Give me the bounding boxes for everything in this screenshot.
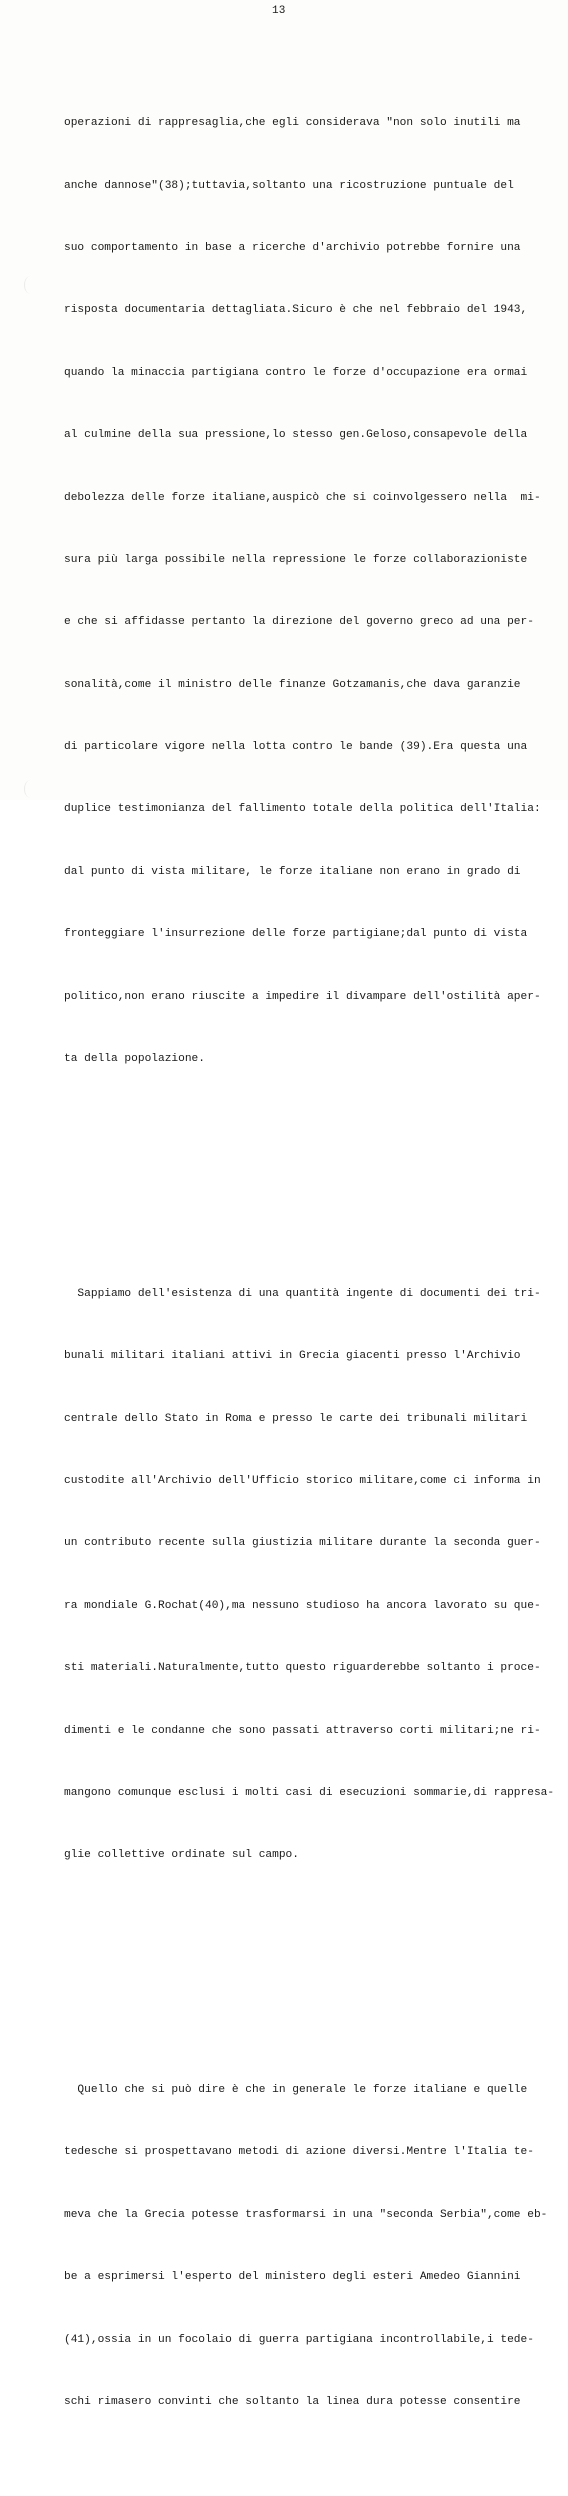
paragraph-gap — [64, 1174, 554, 1180]
text-line: glie collettive ordinate sul campo. — [64, 1849, 299, 1862]
paragraph-gap — [64, 1970, 554, 1976]
text-line: di particolare vigore nella lotta contro le bande (39).Era questa una — [64, 741, 528, 754]
text-line: Sappiamo dell'esistenza di una quantità ingente di documenti dei tri- — [64, 1287, 541, 1300]
body-text — [64, 30, 554, 2496]
text-line: duplice testimonianza del fallimento totale della politica dell'Italia: — [64, 803, 541, 816]
text-line: sura più larga possibile nella repressione le forze collaborazioniste — [64, 553, 528, 566]
paragraph — [64, 2039, 554, 2455]
text-line: risposta documentaria dettagliata.Sicuro è che nel febbraio del 1943, — [64, 304, 528, 317]
text-line: be a esprimersi l'esperto del ministero degli esteri Amedeo Giannini — [64, 2271, 521, 2284]
page-number: 13 — [272, 5, 286, 17]
text-line: operazioni di rappresaglia,che egli considerava "non solo inutili ma — [64, 117, 521, 130]
text-line: (41),ossia in un focolaio di guerra partigiana incontrollabile,i tede- — [64, 2333, 534, 2346]
text-line: meva che la Grecia potesse trasformarsi in una "seconda Serbia",come eb- — [64, 2208, 548, 2221]
text-line: schi rimasero convinti che soltanto la linea dura potesse consentire — [64, 2396, 521, 2409]
text-line: fronteggiare l'insurrezione delle forze partigiane;dal punto di vista — [64, 928, 528, 941]
text-line: ra mondiale G.Rochat(40),ma nessuno studioso ha ancora lavorato su que- — [64, 1599, 541, 1612]
margin-punch-mark — [24, 780, 37, 798]
text-line: sti materiali.Naturalmente,tutto questo riguarderebbe soltanto i proce- — [64, 1662, 541, 1675]
text-line: custodite all'Archivio dell'Ufficio storico militare,come ci informa in — [64, 1474, 541, 1487]
text-line: anche dannose"(38);tuttavia,soltanto una ricostruzione puntuale del — [64, 179, 514, 192]
text-line: dimenti e le condanne che sono passati attraverso corti militari;ne ri- — [64, 1724, 541, 1737]
text-line: Quello che si può dire è che in generale le forze italiane e quelle — [64, 2084, 528, 2097]
paragraph — [64, 1242, 554, 1908]
text-line: bunali militari italiani attivi in Grecia giacenti presso l'Archivio — [64, 1350, 521, 1363]
text-line: e che si affidasse pertanto la direzione del governo greco ad una per- — [64, 616, 534, 629]
text-line: ta della popolazione. — [64, 1053, 205, 1066]
text-line: mangono comunque esclusi i molti casi di esecuzioni sommarie,di rappresa- — [64, 1786, 555, 1799]
text-line: quando la minaccia partigiana contro le forze d'occupazione era ormai — [64, 366, 528, 379]
text-line: debolezza delle forze italiane,auspicò che si coinvolgessero nella mi- — [64, 491, 541, 504]
text-line: centrale dello Stato in Roma e presso le carte dei tribunali militari — [64, 1412, 528, 1425]
margin-punch-mark — [24, 276, 37, 294]
text-line: politico,non erano riuscite a impedire il divampare dell'ostilità aper- — [64, 990, 541, 1003]
text-line: dal punto di vista militare, le forze italiane non erano in grado di — [64, 865, 521, 878]
text-line: al culmine della sua pressione,lo stesso gen.Geloso,consapevole della — [64, 429, 528, 442]
text-line: suo comportamento in base a ricerche d'archivio potrebbe fornire una — [64, 241, 521, 254]
text-line: un contributo recente sulla giustizia militare durante la seconda guer- — [64, 1537, 541, 1550]
paragraph — [64, 72, 554, 1112]
text-line: tedesche si prospettavano metodi di azione diversi.Mentre l'Italia te- — [64, 2146, 534, 2159]
text-line: sonalità,come il ministro delle finanze Gotzamanis,che dava garanzie — [64, 678, 521, 691]
